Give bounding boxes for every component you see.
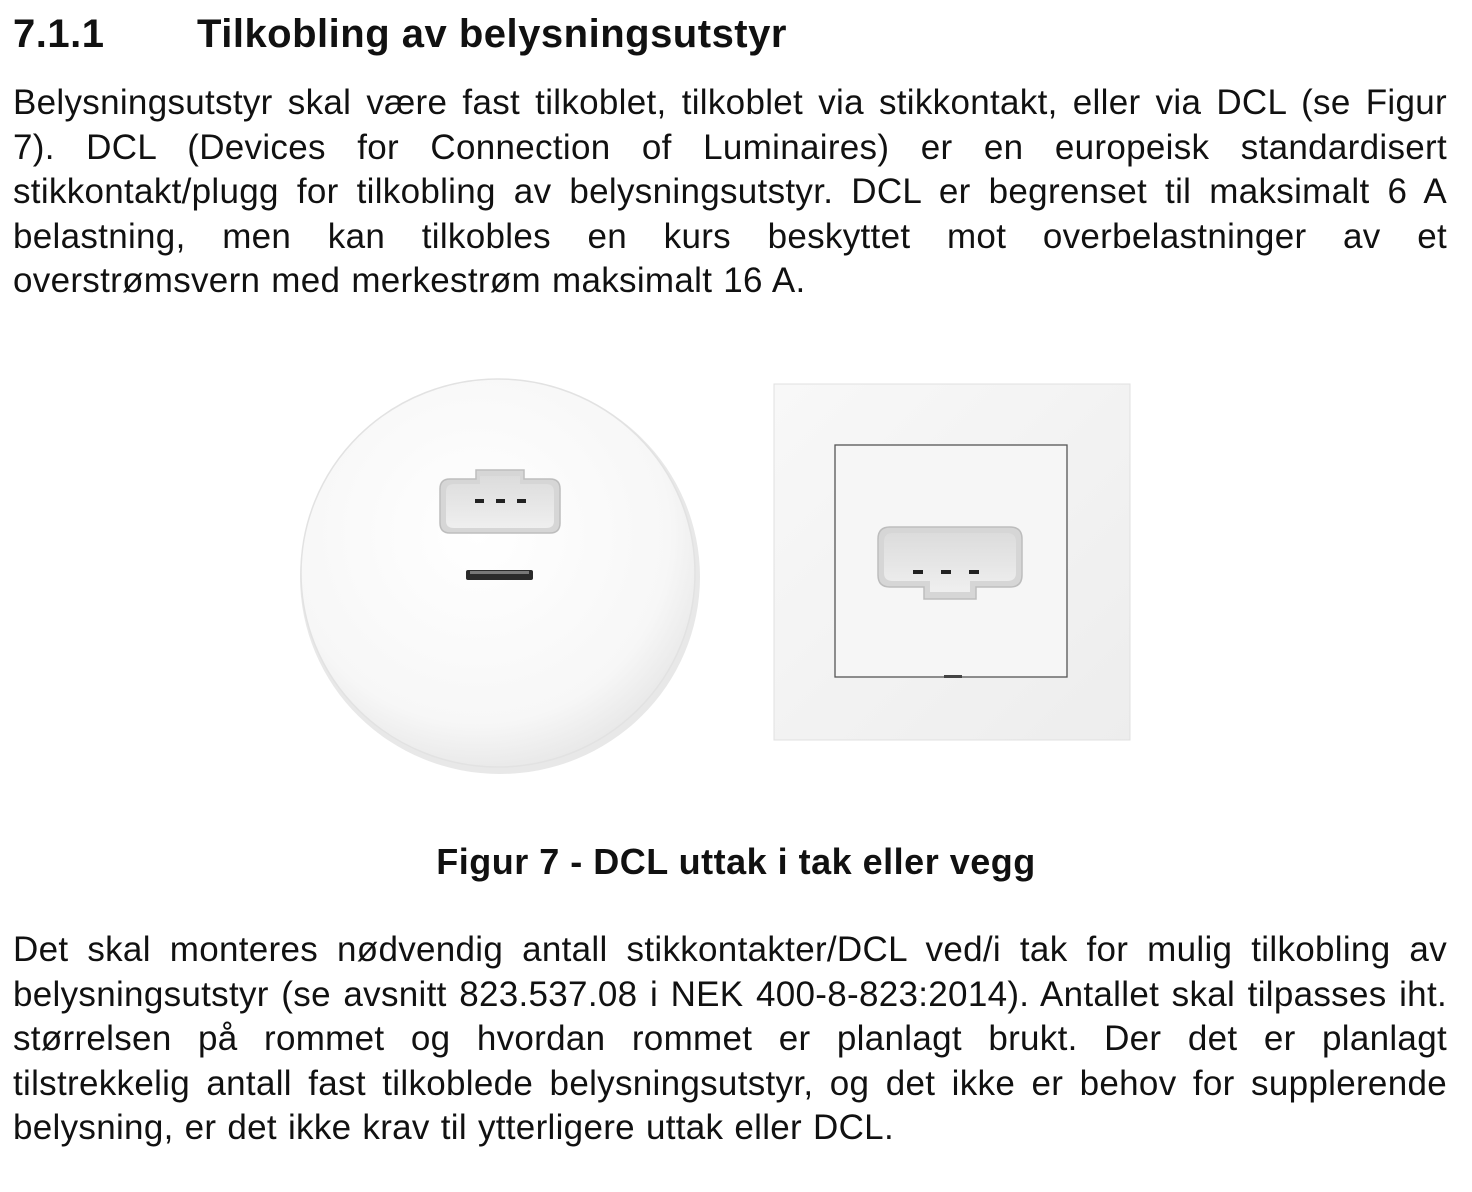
dcl-wall-outlet-image (774, 384, 1130, 740)
figure-caption: Figur 7 - DCL uttak i tak eller vegg (436, 841, 1036, 882)
intro-paragraph: Belysningsutstyr skal være fast tilkoblet, tilkoblet via stikkontakt, eller via DCL (se Figur 7). DCL (Devices for Connection of Luminaires) er en europeisk standardisert stikkontakt/plugg for tilkobling av belysningsutstyr. DCL er begrenset til maksimalt 6 A belastning, men kan tilkobles en kurs beskyttet mot overbelastninger av et overstrømsvern med merkestrøm maksimalt 16 A. (13, 83, 1447, 301)
dcl-ceiling-outlet-image (300, 379, 700, 774)
section-number: 7.1.1 (13, 12, 105, 56)
figure-dcl-outlets (0, 370, 1472, 790)
requirements-paragraph: Det skal monteres nødvendig antall stikkontakter/DCL ved/i tak for mulig tilkobling av belysningsutstyr (se avsnitt 823.537.08 i NEK 400-8-823:2014). Antallet skal tilpasses iht. størrelsen på rommet og hvordan rommet er planlagt brukt. Der det er planlagt tilstrekkelig antall fast tilkoblede belysningsutstyr, og det ikke er behov for supplerende belysning, er det ikke krav til ytterligere uttak eller DCL. (13, 930, 1447, 1148)
section-title: Tilkobling av belysningsutstyr (197, 12, 787, 56)
section-heading (13, 10, 787, 58)
